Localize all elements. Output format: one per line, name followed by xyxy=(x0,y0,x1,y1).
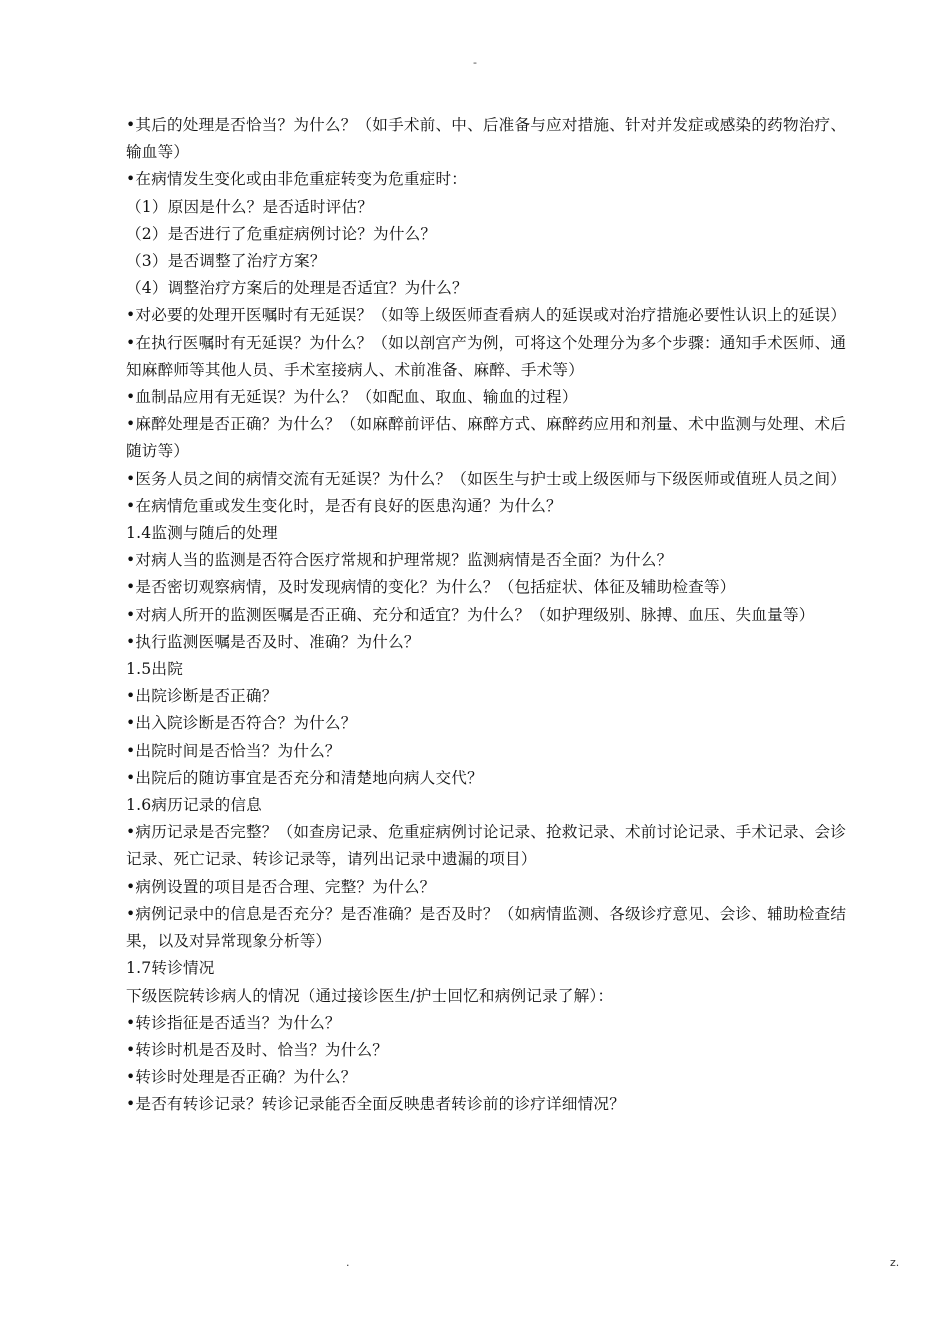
paragraph: •对病人所开的监测医嘱是否正确、充分和适宜？为什么？（如护理级别、脉搏、血压、失血量等） xyxy=(126,605,815,624)
page-header-mark: - xyxy=(473,56,477,69)
paragraph: 下级医院转诊病人的情况（通过接诊医生/护士回忆和病例记录了解）： xyxy=(126,986,614,1005)
section-heading: 1.6病历记录的信息 xyxy=(126,796,262,815)
paragraph: •麻醉处理是否正确？为什么？（如麻醉前评估、麻醉方式、麻醉药应用和剂量、术中监测与处理、术后随访等） xyxy=(126,415,847,461)
paragraph: （4）调整治疗方案后的处理是否适宜？为什么？ xyxy=(126,279,468,298)
paragraph: （2）是否进行了危重症病例讨论？为什么？ xyxy=(126,224,437,243)
paragraph: •对病人当的监测是否符合医疗常规和护理常规？监测病情是否全面？为什么？ xyxy=(126,551,673,570)
page-footer-mark: . xyxy=(346,1256,350,1269)
paragraph: •转诊时处理是否正确？为什么？ xyxy=(126,1068,357,1087)
paragraph: •出院时间是否恰当？为什么？ xyxy=(126,741,341,760)
paragraph: （1）原因是什么？是否适时评估？ xyxy=(126,197,374,216)
paragraph: •是否有转诊记录？转诊记录能否全面反映患者转诊前的诊疗详细情况？ xyxy=(126,1095,626,1114)
section-heading: 1.4监测与随后的处理 xyxy=(126,524,278,543)
section-heading: 1.5出院 xyxy=(126,660,183,679)
paragraph: •医务人员之间的病情交流有无延误？为什么？（如医生与护士或上级医师与下级医师或值班人员之间） xyxy=(126,469,847,488)
paragraph: •执行监测医嘱是否及时、准确？为什么？ xyxy=(126,632,420,651)
paragraph: •病例设置的项目是否合理、完整？为什么？ xyxy=(126,877,436,896)
paragraph: •转诊时机是否及时、恰当？为什么？ xyxy=(126,1040,389,1059)
paragraph: •对必要的处理开医嘱时有无延误？（如等上级医师查看病人的延误或对治疗措施必要性认识上的延误） xyxy=(126,306,847,325)
paragraph: •出院诊断是否正确？ xyxy=(126,687,278,706)
paragraph: •出院后的随访事宜是否充分和清楚地向病人交代？ xyxy=(126,768,483,787)
page-footer-right-mark: z. xyxy=(890,1256,900,1269)
paragraph: •转诊指征是否适当？为什么？ xyxy=(126,1013,341,1032)
paragraph: •血制品应用有无延误？为什么？（如配血、取血、输血的过程） xyxy=(126,388,578,407)
paragraph: •在病情危重或发生变化时，是否有良好的医患沟通？为什么？ xyxy=(126,496,562,515)
paragraph: •病历记录是否完整？（如查房记录、危重症病例讨论记录、抢救记录、术前讨论记录、手术记录、会诊记录、死亡记录、转诊记录等，请列出记录中遗漏的项目） xyxy=(126,823,847,869)
paragraph: •在病情发生变化或由非危重症转变为危重症时： xyxy=(126,170,468,189)
paragraph: •病例记录中的信息是否充分？是否准确？是否及时？（如病情监测、各级诊疗意见、会诊、辅助检查结果，以及对异常现象分析等） xyxy=(126,904,847,951)
document-body xyxy=(126,112,850,1119)
paragraph: •是否密切观察病情，及时发现病情的变化？为什么？（包括症状、体征及辅助检查等） xyxy=(126,578,736,597)
paragraph: •其后的处理是否恰当？为什么？（如手术前、中、后准备与应对措施、针对并发症或感染的药物治疗、输血等） xyxy=(126,116,847,162)
paragraph: （3）是否调整了治疗方案？ xyxy=(126,252,326,271)
paragraph: •出入院诊断是否符合？为什么？ xyxy=(126,714,357,733)
section-heading: 1.7转诊情况 xyxy=(126,959,215,978)
paragraph: •在执行医嘱时有无延误？为什么？（如以剖宫产为例，可将这个处理分为多个步骤：通知手术医师、通知麻醉师等其他人员、手术室接病人、术前准备、麻醉、手术等） xyxy=(126,333,847,379)
